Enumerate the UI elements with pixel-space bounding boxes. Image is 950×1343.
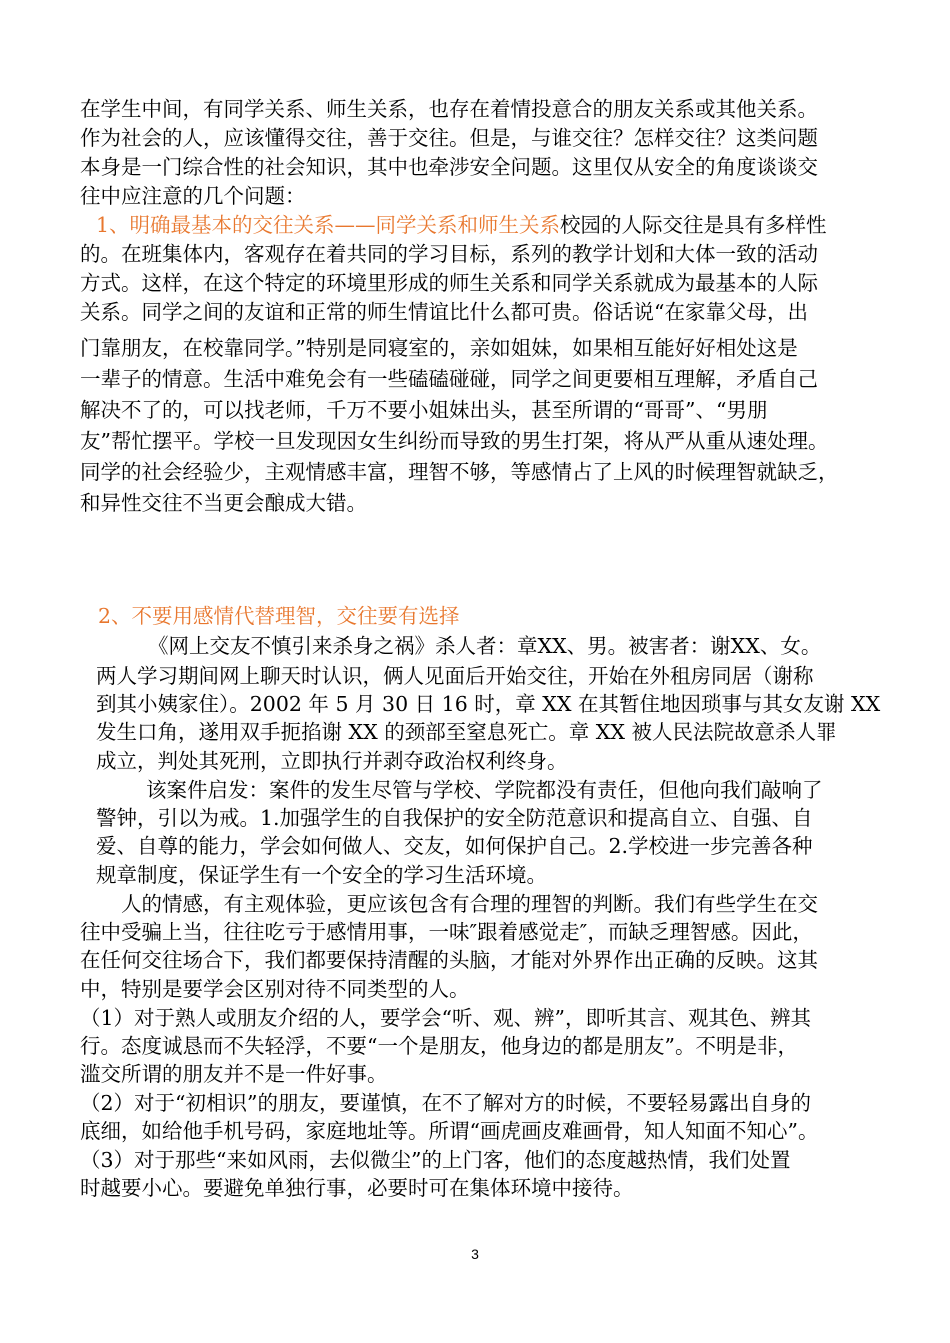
text-line: 的。在班集体内，客观存在着共同的学习目标，系列的教学计划和大体一致的活动 [80,242,818,266]
list-item: （1）对于熟人或朋友介绍的人，要学会“听、观、辨”，即听其言、观其色、辨其 [80,1006,812,1030]
text-line: 关系。同学之间的友谊和正常的师生情谊比什么都可贵。俗话说“在家靠父母，出 [80,300,808,324]
section-1-heading: 1、明确最基本的交往关系——同学关系和师生关系 [96,213,561,237]
list-item: （2）对于“初相识”的朋友，要谨慎，在不了解对方的时候，不要轻易露出自身的 [80,1091,812,1115]
text-line: 门靠朋友，在校靠同学。”特别是同寝室的，亲如姐妹，如果相互能好好相处这是 [80,336,798,360]
text-line: 规章制度，保证学生有一个安全的学习生活环境。 [96,863,547,887]
text-line: 爱、自尊的能力，学会如何做人、交友，如何保护自己。2.学校进一步完善各种 [96,834,813,858]
text-line: 在任何交往场合下，我们都要保持清醒的头脑，才能对外界作出正确的反映。这其 [80,948,818,972]
text-line: 行。态度诚恳而不失轻浮，不要“一个是朋友，他身边的都是朋友”。不明是非， [80,1034,798,1058]
section-1-first-line [96,211,827,239]
text-line: 往中受骗上当，往往吃亏于感情用事，一味″跟着感觉走″，而缺乏理智感。因此， [80,920,813,944]
text-line: 校园的人际交往是具有多样性 [560,213,827,237]
text-line: 方式。这样，在这个特定的环境里形成的师生关系和同学关系就成为最基本的人际 [80,271,818,295]
text-line: 两人学习期间网上聊天时认识，俩人见面后开始交往，开始在外租房同居（谢称 [96,664,814,688]
text-line: 滥交所谓的朋友并不是一件好事。 [80,1062,388,1086]
page-number: 3 [471,1246,479,1262]
text-line: 底细，如给他手机号码，家庭地址等。所谓“画虎画皮难画骨，知人知面不知心”。 [80,1119,819,1143]
text-line: 到其小姨家住）。2002 年 5 月 30 日 16 时，章 XX 在其暂住地因琐事与其女友谢 XX [96,692,881,716]
text-line: 发生口角，遂用双手扼掐谢 XX 的颈部至窒息死亡。章 XX 被人民法院故意杀人罪 [96,720,837,744]
text-line: 在学生中间，有同学关系、师生关系，也存在着情投意合的朋友关系或其他关系。 [80,97,818,121]
text-line: 人的情感，有主观体验，更应该包含有合理的理智的判断。我们有些学生在交 [121,892,818,916]
text-line: 作为社会的人，应该懂得交往，善于交往。但是，与谁交往？怎样交往？这类问题 [80,126,818,150]
text-line: 解决不了的，可以找老师，千万不要小姐妹出头，甚至所谓的“哥哥”、“男朋 [80,398,768,422]
list-item: （3）对于那些“来如风雨，去似微尘”的上门客，他们的态度越热情，我们处置 [80,1148,791,1172]
text-line: 一辈子的情意。生活中难免会有一些磕磕碰碰，同学之间更要相互理解，矛盾自己 [80,367,818,391]
text-line: 往中应注意的几个问题： [80,184,306,208]
section-2-heading: 2、不要用感情代替理智，交往要有选择 [98,604,460,628]
text-line: 成立，判处其死刑，立即执行并剥夺政治权利终身。 [96,749,568,773]
text-line: 该案件启发：案件的发生尽管与学校、学院都没有责任，但他向我们敲响了 [146,778,823,802]
text-line: 同学的社会经验少，主观情感丰富，理智不够，等感情占了上风的时候理智就缺乏， [80,460,839,484]
text-line: 时越要小心。要避免单独行事，必要时可在集体环境中接待。 [80,1176,634,1200]
text-line: 中，特别是要学会区别对待不同类型的人。 [80,977,470,1001]
text-line: 警钟，引以为戒。1.加强学生的自我保护的安全防范意识和提高自立、自强、自 [96,806,813,830]
text-line: 友”帮忙摆平。学校一旦发现因女生纠纷而导致的男生打架，将从严从重从速处理。 [80,429,829,453]
text-line: 和异性交往不当更会酿成大错。 [80,491,367,515]
text-line: 《网上交友不慎引来杀身之祸》杀人者：章XX、男。被害者：谢XX、女。 [148,634,822,658]
text-line: 本身是一门综合性的社会知识，其中也牵涉安全问题。这里仅从安全的角度谈谈交 [80,155,818,179]
